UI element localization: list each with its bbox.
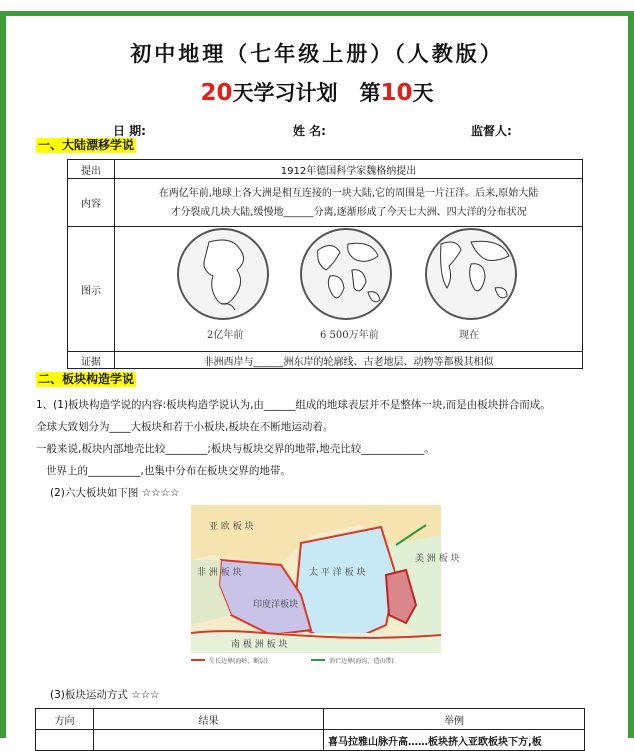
table-row — [68, 352, 583, 369]
section1-heading: 一、大陆漂移学说 — [38, 138, 135, 152]
cell-empty — [36, 730, 94, 751]
row-label: 内容 — [68, 179, 115, 227]
map-label-antarctic: 南 极 洲 板 块 — [231, 640, 288, 650]
row-label: 图示 — [68, 227, 115, 352]
plates-map — [191, 505, 460, 675]
row-label: 提出 — [68, 160, 115, 179]
paragraph-5: (2)六大板块如下图 ☆☆☆☆ — [50, 487, 180, 499]
plan-days: 20 — [200, 80, 233, 106]
continental-drift-table — [67, 159, 583, 369]
header-result: 结果 — [94, 709, 324, 730]
caption-200ma: 2亿年前 — [207, 330, 244, 341]
row-label: 证据 — [68, 352, 115, 369]
row-content: 1912年德国科学家魏格纳提出 — [115, 160, 583, 179]
section2-heading: 二、板块构造学说 — [38, 372, 135, 386]
caption-present: 现在 — [459, 330, 479, 341]
globe-200ma — [177, 228, 269, 320]
day-suffix: 天 — [412, 81, 434, 105]
globe-diagram — [115, 228, 582, 350]
paragraph-2: 全球大致划分为____大板块和若干小板块,板块在不断地运动着。 — [36, 421, 334, 433]
diagram-cell — [115, 227, 583, 352]
name-label: 姓 名: — [293, 124, 326, 138]
day-number: 10 — [380, 80, 413, 106]
globe-65ma — [300, 228, 392, 320]
page-subtitle — [0, 77, 634, 107]
paragraph-3: 一般来说,板块内部地壳比较________;板块与板块交界的地带,地壳比较____________。 — [36, 443, 435, 455]
map-label-eurasia: 亚 欧 板 块 — [209, 522, 254, 532]
map-label-africa: 非 洲 板 块 — [197, 568, 242, 578]
plan-label: 天学习计划 — [232, 81, 338, 105]
cell-empty — [94, 730, 324, 751]
date-label: 日 期: — [113, 124, 146, 138]
caption-65ma: 6 500万年前 — [320, 330, 379, 341]
legend-trench: 消亡边界(海沟、造山带) — [329, 658, 394, 665]
table-row — [68, 227, 583, 352]
cell-example: 喜马拉雅山脉升高……板块挤入亚欧板块下方,板 — [324, 730, 585, 751]
plate-motion-table — [35, 708, 585, 751]
header-example: 举例 — [324, 709, 585, 730]
supervisor-label: 监督人: — [471, 124, 512, 138]
paragraph-6: (3)板块运动方式 ☆☆☆ — [50, 689, 160, 701]
table-row — [36, 730, 585, 751]
paragraph-1: 1、(1)板块构造学说的内容:板块构造学说认为,由______组成的地球表层并不是整体一块,而是由板块拼合而成。 — [36, 399, 551, 411]
map-label-pacific: 太 平 洋 板 块 — [309, 568, 366, 578]
row-content — [115, 179, 583, 227]
map-label-indian: 印度洋板块 — [253, 600, 299, 610]
globe-present — [425, 228, 517, 320]
page-title: 初中地理（七年级上册）（人教版） — [130, 42, 504, 66]
legend-ridge: 生长边界(海岭、断层) — [209, 658, 268, 665]
day-prefix: 第 — [359, 81, 381, 105]
table-row — [68, 179, 583, 227]
table-header-row — [36, 709, 585, 730]
table-row — [68, 160, 583, 179]
map-label-america: 美 洲 板 块 — [415, 554, 460, 564]
header-direction: 方向 — [36, 709, 94, 730]
content-line: 才分裂成几块大陆,缓慢地______分离,逐渐形成了今天七大洲、四大洋的分布状况 — [170, 206, 527, 218]
plates-map-svg — [191, 505, 460, 675]
paragraph-4: 世界上的__________,也集中分布在板块交界的地带。 — [46, 465, 291, 477]
row-content: 非洲西岸与______洲东岸的轮廓线、古老地层、动物等都极其相似 — [115, 352, 583, 369]
content-line: 在两亿年前,地球上各大洲是相互连接的一块大陆,它的周围是一片汪洋。后来,原始大陆 — [158, 187, 539, 199]
